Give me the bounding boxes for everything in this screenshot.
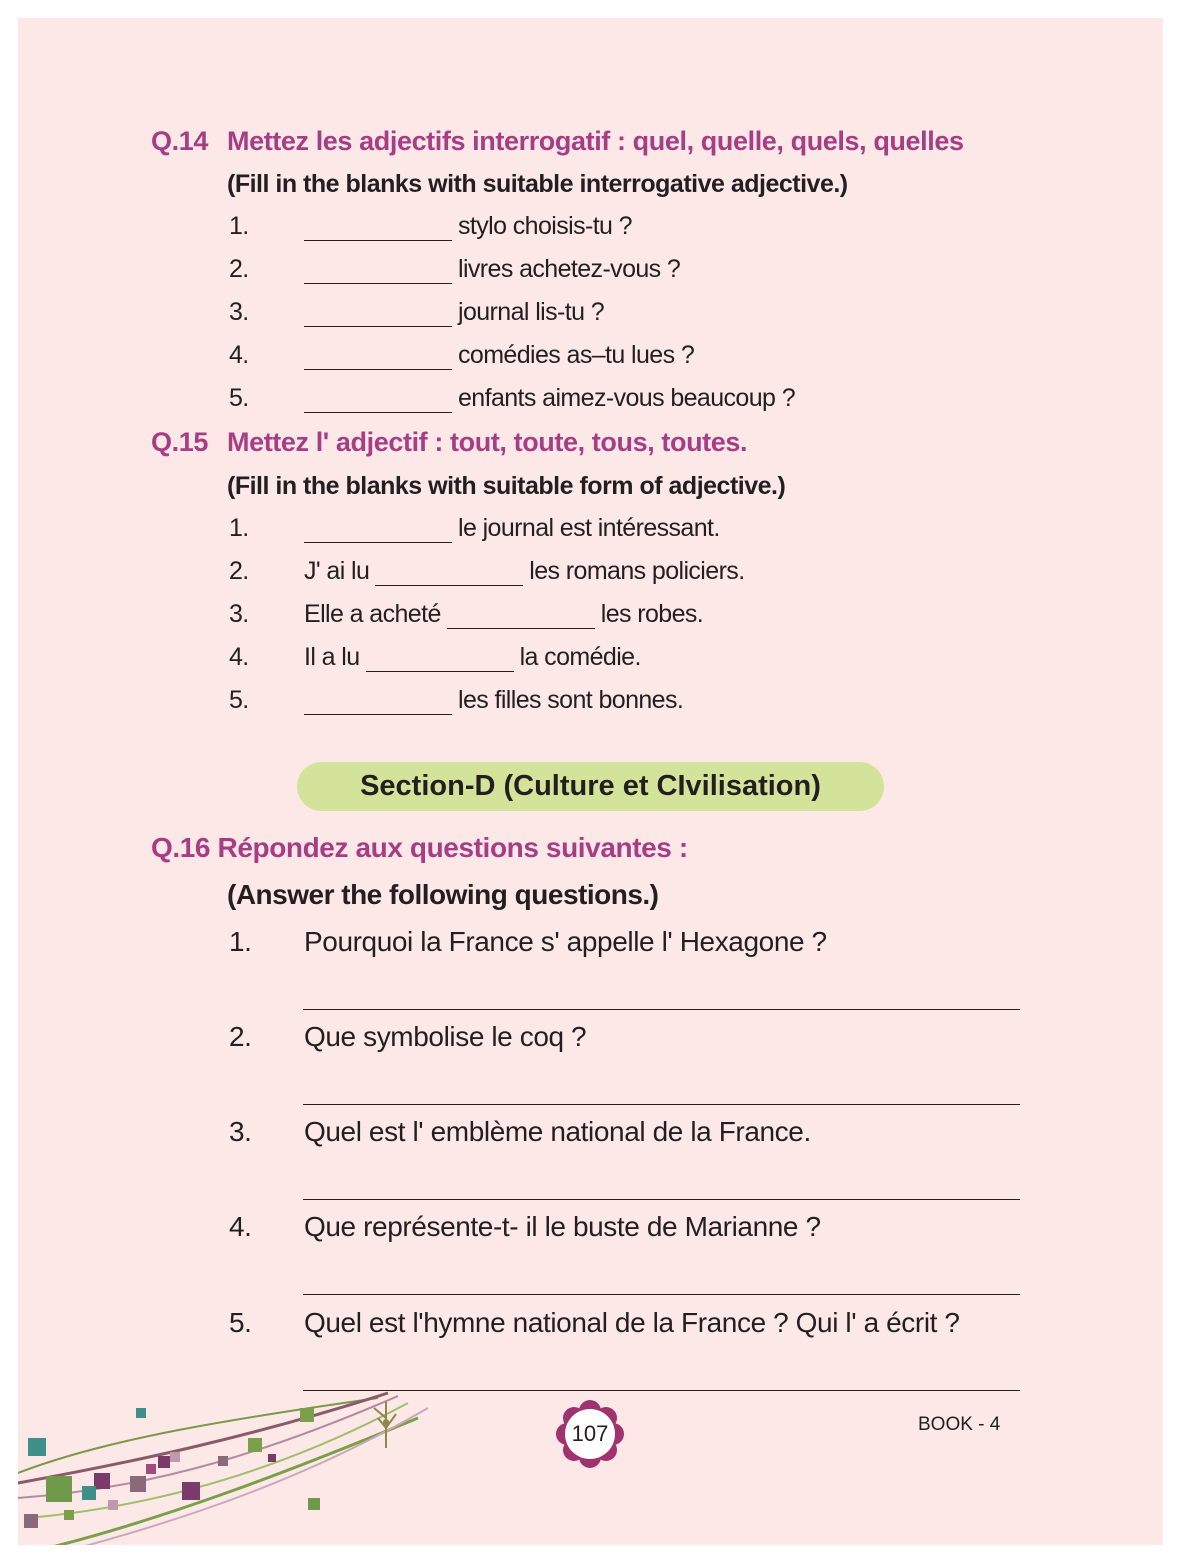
q16-subtitle: (Answer the following questions.) [227, 879, 659, 910]
item-number: 2. [229, 1021, 252, 1052]
q14-title: Mettez les adjectifs interrogatif : quel, quelle, quels, quelles [227, 126, 964, 156]
q16-question [229, 926, 827, 958]
fill-blank[interactable] [304, 343, 452, 370]
question-text: Quel est l'hymne national de la France ? Qui l' a écrit ? [304, 1307, 960, 1338]
fill-blank[interactable] [447, 602, 595, 629]
section-d-banner: Section-D (Culture et CIvilisation) [297, 762, 884, 811]
item-number: 1. [229, 212, 249, 240]
q15-heading [151, 427, 747, 458]
q14-subtitle: (Fill in the blanks with suitable interrogative adjective.) [227, 170, 848, 198]
item-text-before: Il a lu [304, 643, 360, 671]
fill-blank[interactable] [304, 688, 452, 715]
fill-blank[interactable] [366, 645, 514, 672]
fill-blank[interactable] [375, 559, 523, 586]
fill-blank[interactable] [304, 516, 452, 543]
item-text: la comédie. [519, 643, 641, 671]
q16-question [229, 1021, 587, 1053]
fill-blank[interactable] [304, 257, 452, 284]
item-text-before: Elle a acheté [304, 600, 441, 628]
question-text: Pourquoi la France s' appelle l' Hexagone ? [304, 926, 827, 957]
item-number: 4. [229, 341, 249, 369]
answer-line[interactable] [303, 1104, 1020, 1105]
item-number: 2. [229, 557, 249, 585]
item-number: 4. [229, 1211, 252, 1242]
item-number: 2. [229, 255, 249, 283]
q16-number: Q.16 [151, 832, 211, 863]
q15-subtitle: (Fill in the blanks with suitable form of adjective.) [227, 472, 786, 500]
fill-blank[interactable] [304, 214, 452, 241]
item-number: 1. [229, 926, 252, 957]
item-text: les romans policiers. [529, 557, 745, 585]
book-label: BOOK - 4 [918, 1414, 1001, 1435]
item-text: comédies as–tu lues ? [458, 341, 695, 369]
q16-question [229, 1307, 960, 1339]
q16-question [229, 1116, 811, 1148]
item-number: 5. [229, 1307, 252, 1338]
item-number: 3. [229, 600, 249, 628]
q14-number: Q.14 [151, 126, 208, 156]
item-number: 5. [229, 384, 249, 412]
item-text: les filles sont bonnes. [458, 686, 684, 714]
item-text-before: J' ai lu [304, 557, 370, 585]
decorative-swirl [18, 1378, 438, 1545]
fill-blank[interactable] [304, 386, 452, 413]
item-number: 4. [229, 643, 249, 671]
item-text: journal lis-tu ? [458, 298, 605, 326]
q14-heading [151, 126, 964, 157]
item-text: les robes. [600, 600, 704, 628]
question-text: Que représente-t- il le buste de Marianne ? [304, 1211, 821, 1242]
page-number: 107 [571, 1421, 609, 1446]
item-number: 3. [229, 298, 249, 326]
q16-heading [151, 832, 688, 864]
item-number: 3. [229, 1116, 252, 1147]
q16-question [229, 1211, 821, 1243]
answer-line[interactable] [303, 1199, 1020, 1200]
worksheet-page [18, 18, 1163, 1545]
question-text: Que symbolise le coq ? [304, 1021, 587, 1052]
item-number: 1. [229, 514, 249, 542]
item-text: livres achetez-vous ? [458, 255, 681, 283]
item-text: stylo choisis-tu ? [458, 212, 632, 240]
item-text: enfants aimez-vous beaucoup ? [458, 384, 795, 412]
q15-title: Mettez l' adjectif : tout, toute, tous, toutes. [227, 427, 748, 457]
item-number: 5. [229, 686, 249, 714]
fill-blank[interactable] [304, 300, 452, 327]
q15-number: Q.15 [151, 427, 208, 457]
answer-line[interactable] [303, 1009, 1020, 1010]
question-text: Quel est l' emblème national de la France. [304, 1116, 811, 1147]
q16-title: Répondez aux questions suivantes : [217, 832, 688, 863]
page-number-badge [554, 1398, 626, 1470]
answer-line[interactable] [303, 1294, 1020, 1295]
item-text: le journal est intéressant. [458, 514, 720, 542]
